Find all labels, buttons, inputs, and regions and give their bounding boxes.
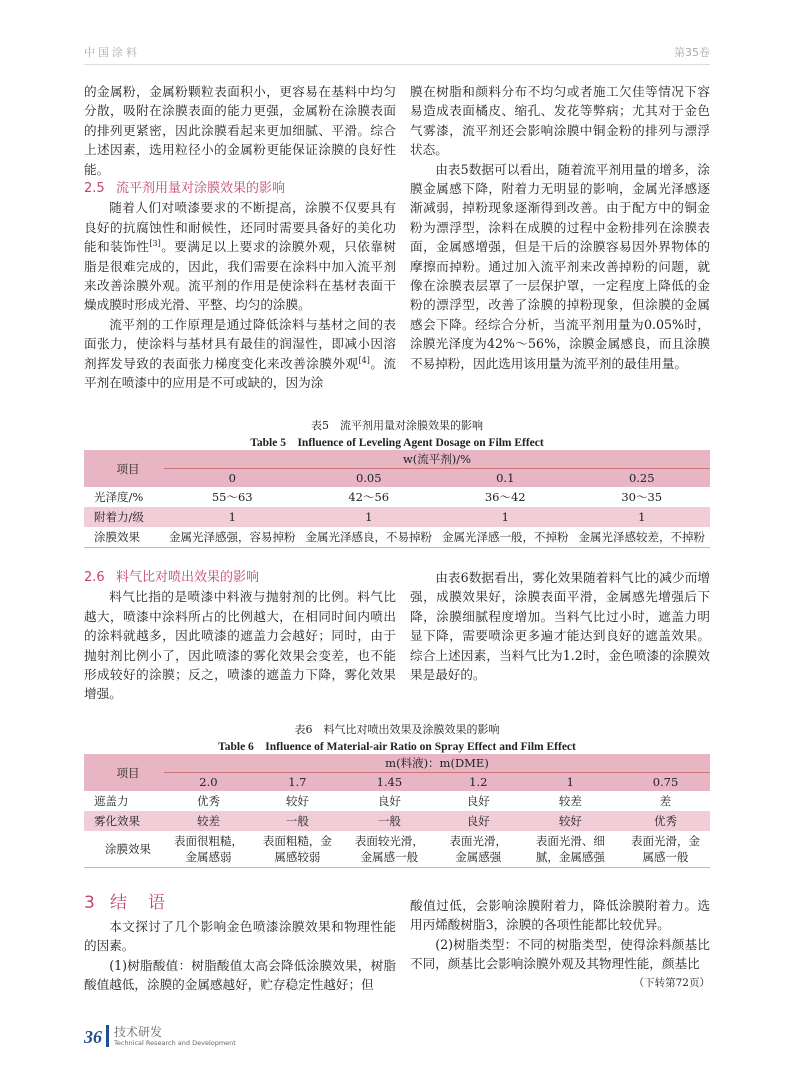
- table-row: [84, 527, 710, 547]
- table-cell: 42～56: [348, 490, 390, 504]
- row-label: 光泽度/%: [94, 490, 144, 504]
- paragraph: 由表5数据可以看出，随着流平剂用量的增多，涂膜金属感下降，附着力无明显的影响，金属光泽感逐渐减弱，掉粉现象逐渐得到改善。由于配方中的铜金粉为漂浮型，涂料在成膜的过程中金粉排列在涂膜表面，金属感增强，但是干后的涂膜容易因外界物体的摩擦而掉粉。通过加入流平剂来改善掉粉的问题，就像在涂膜表层罩了一层保护罩，一定程度上降低的金粉的漂浮型，改善了涂膜的掉粉现象，但涂膜的金属感会下降。经综合分析，当流平剂用量为0.05%时，涂膜光泽度为42%～56%，涂膜金属感良，而且涂膜不易掉粉，因此选用该用量为流平剂的最佳用量。: [410, 161, 710, 371]
- table-cell: 表面光滑、细腻，金属感强: [535, 833, 605, 864]
- table6-title-en: Table 6 Influence of Material-air Ratio on Spray Effect and Film Effect: [218, 741, 576, 753]
- column-header: 1.2: [437, 773, 520, 792]
- table-cell: 55～63: [211, 490, 253, 504]
- column-header: 0.1: [437, 469, 574, 488]
- table-cell: 金属光泽感较差，不掉粉: [578, 529, 705, 544]
- page-number: 36: [84, 1025, 109, 1047]
- table5-title-zh: 表5 流平剂用量对涂膜效果的影响: [311, 419, 483, 432]
- footer-section-en: Technical Research and Development: [114, 1039, 236, 1047]
- group-header: w(流平剂)/%: [402, 452, 472, 466]
- table5: [84, 450, 710, 548]
- table-cell: 表面光滑，金属感一般: [631, 833, 701, 864]
- table-row: [84, 507, 710, 527]
- table-cell: 良好: [377, 794, 401, 808]
- paragraph: 膜在树脂和颜料分布不均匀或者施工欠佳等情况下容易造成表面橘皮、缩孔、发花等弊病；尤其对于金色气雾漆，流平剂还会影响涂膜中铜金粉的排列与漂浮状态。: [410, 84, 710, 158]
- table-row: [84, 811, 710, 831]
- paragraph: 随着人们对喷漆要求的不断提高，涂膜不仅要具有良好的抗腐蚀性和耐候性，还同时需要具备好的美化功能和装饰性[3]。要满足以上要求的涂膜外观，只依靠树脂是很难完成的，因此，我们需要在涂料中加入流平剂来改善涂膜外观。流平剂的作用是使涂料在基材表面干燥成膜时形成光滑、平整、均匀的涂膜。: [84, 200, 397, 313]
- column-header: 1.7: [253, 773, 342, 792]
- paragraph: 本文探讨了几个影响金色喷漆涂膜效果和物理性能的因素。: [84, 919, 396, 954]
- table-cell: 优秀: [654, 814, 678, 828]
- table-cell: 一般: [377, 814, 401, 828]
- table-cell: 一般: [285, 814, 309, 828]
- table-cell: 表面很粗糙，金属感弱: [173, 833, 243, 864]
- table-cell: 较好: [558, 814, 582, 828]
- table-cell: 差: [659, 794, 672, 808]
- table-cell: 1: [365, 510, 373, 524]
- table6-title-zh: 表6 料气比对喷出效果及涂膜效果的影响: [294, 723, 500, 736]
- table-cell: 较差: [558, 794, 582, 808]
- table6: [84, 754, 710, 868]
- journal-name: 中国涂料: [84, 46, 140, 59]
- paragraph: (2)树脂类型：不同的树脂类型，使得涂料颜基比不同，颜基比会影响涂膜外观及其物理性能，颜基比: [410, 936, 710, 972]
- paragraph: 料气比指的是喷漆中料液与抛射剂的比例。料气比越大，喷漆中涂料所占的比例越大，在相同时间内喷出的涂料就越多，因此喷漆的遮盖力会越好；同时，由于抛射剂比例小了，因此喷漆的雾化效果会变差，也不能形成较好的涂膜；反之，喷漆的遮盖力下降，雾化效果增强。: [84, 589, 396, 702]
- item-header: 项目: [116, 765, 140, 780]
- left-column-3: [84, 891, 396, 995]
- row-label: 遮盖力: [94, 794, 129, 808]
- table-row: [84, 791, 710, 811]
- table-cell: 金属光泽感良，不易掉粉: [305, 529, 432, 544]
- table-cell: 1: [501, 510, 509, 524]
- paragraph: 流平剂的工作原理是通过降低涂料与基材之间的表面张力，使涂料与基材具有最佳的润湿性，即减小因溶剂挥发导致的表面张力梯度变化来改善涂膜外观[4]。流平剂在喷漆中的应用是不可或缺的，因为涂: [84, 316, 397, 391]
- table5-title-en: Table 5 Influence of Leveling Agent Dosage on Film Effect: [250, 437, 544, 449]
- table-cell: 表面较光滑，金属感一般: [354, 833, 424, 864]
- column-header: 0.75: [621, 773, 710, 792]
- table-cell: 较差: [196, 814, 220, 828]
- table-cell: 优秀: [196, 794, 220, 808]
- right-column-3: [410, 896, 710, 993]
- paragraph: (1)树脂酸值：树脂酸值太高会降低涂膜效果，树脂酸值越低，涂膜的金属感越好，贮存稳定性越好；但: [84, 957, 396, 993]
- paragraph: 由表6数据看出，雾化效果随着料气比的减少而增强，成膜效果好，涂膜表面平滑，金属感先增强后下降，涂膜细腻程度增加。当料气比过小时，遮盖力明显下降，需要喷涂更多遍才能达到良好的遮盖效果。综合上述因素，当料气比为1.2时，金色喷漆的涂膜效果是最好的。: [410, 570, 710, 683]
- table-cell: 36～42: [484, 490, 526, 504]
- group-header: m(料液)：m(DME): [385, 756, 489, 770]
- table-row: [84, 487, 710, 507]
- item-header: 项目: [116, 461, 140, 476]
- row-label: 涂膜效果: [94, 529, 140, 544]
- column-header: 0: [164, 469, 301, 488]
- row-label: 涂膜效果: [105, 841, 151, 856]
- column-header: 1.45: [342, 773, 437, 792]
- section-3-heading: 3 结 语: [84, 893, 167, 913]
- table-cell: 表面粗糙，金属感较弱: [262, 833, 332, 864]
- row-label: 附着力/级: [94, 510, 144, 524]
- table-cell: 1: [228, 510, 236, 524]
- table-cell: 金属光泽感一般，不掉粉: [442, 529, 569, 544]
- right-column-1: [410, 82, 710, 373]
- volume-label: 第35卷: [674, 46, 710, 59]
- section-2-6-heading: 2.6 料气比对喷出效果的影响: [84, 570, 260, 585]
- column-header: 0.05: [301, 469, 438, 488]
- table-cell: 良好: [466, 814, 490, 828]
- table-cell: 较好: [285, 794, 309, 808]
- left-column-1: [84, 82, 396, 393]
- table-cell: 良好: [466, 794, 490, 808]
- paragraph: 酸值过低，会影响涂膜附着力，降低涂膜附着力。选用丙烯酸树脂3，涂膜的各项性能都比较优异。: [410, 898, 710, 933]
- right-column-2: [410, 568, 710, 684]
- section-2-5-heading: 2.5 流平剂用量对涂膜效果的影响: [84, 181, 286, 197]
- footer-section-zh: 技术研发: [114, 1025, 163, 1039]
- paragraph: 的金属粉，金属粉颗粒表面积小，更容易在基料中均匀分散，吸附在涂膜表面的能力更强，金属粉在涂膜表面的排列更紧密，因此涂膜看起来更加细腻、平滑。综合上述因素，选用粒径小的金属粉更能保证涂膜的良好性能。: [84, 84, 396, 177]
- continued-note: （下转第72页）: [633, 976, 710, 989]
- footer: [84, 1025, 236, 1047]
- table-cell: 30～35: [621, 490, 663, 504]
- table-cell: 1: [638, 510, 646, 524]
- table-cell: 金属光泽感强，容易掉粉: [169, 529, 296, 544]
- left-column-2: [84, 568, 396, 704]
- column-header: 1: [520, 773, 621, 792]
- table-cell: 表面光滑，金属感强: [449, 833, 508, 864]
- column-header: 0.25: [574, 469, 711, 488]
- row-label: 雾化效果: [94, 814, 140, 828]
- column-header: 2.0: [164, 773, 253, 792]
- table-row: [84, 831, 710, 867]
- header-rule: [84, 64, 710, 65]
